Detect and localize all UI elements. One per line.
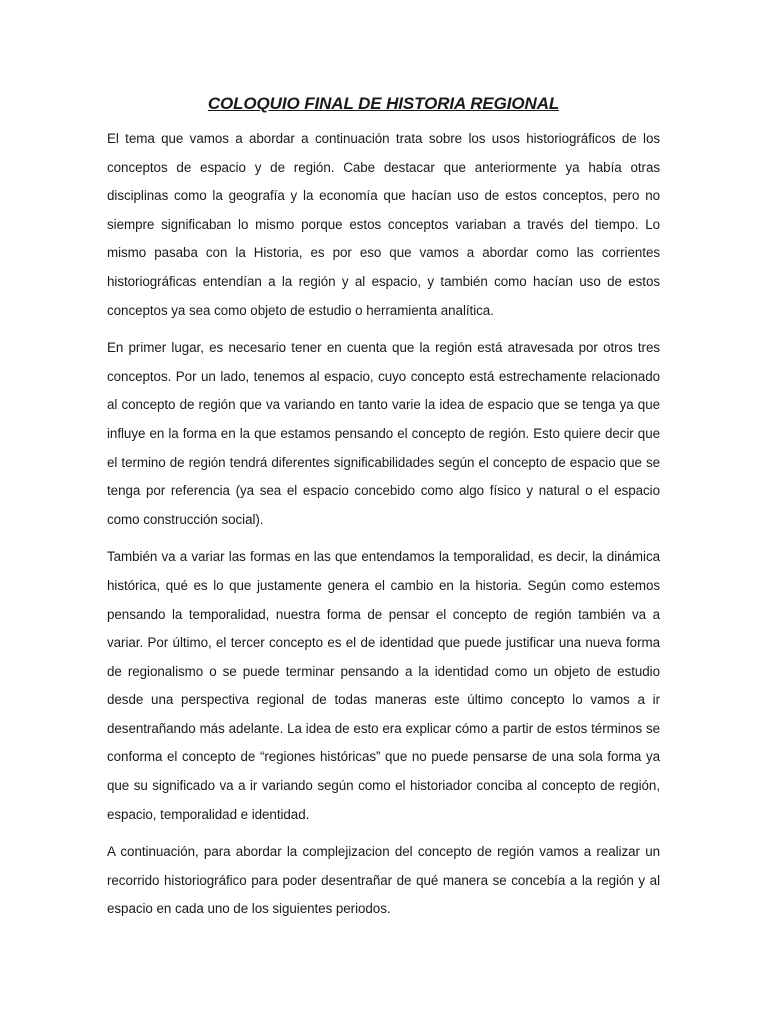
paragraph-3: También va a variar las formas en las que entendamos la temporalidad, es decir, la dinámica histórica, qué es lo que justamente genera el cambio en la historia. Según como estemos pensando la temporalidad, nuestra forma de pensar el concepto de región también va a variar. Por último, el tercer concepto es el de identidad que puede justificar una nueva forma de regionalismo o se puede terminar pensando a la identidad como un objeto de estudio desde una perspectiva regional de todas maneras este último concepto lo vamos a ir desentrañando más adelante. La idea de esto era explicar cómo a partir de estos términos se conforma el concepto de “regiones históricas” que no puede pensarse de una sola forma ya que su significado va a ir variando según como el historiador conciba al concepto de región, espacio, temporalidad e identidad. (107, 549, 660, 822)
paragraph-2: En primer lugar, es necesario tener en cuenta que la región está atravesada por otros tres conceptos. Por un lado, tenemos al espacio, cuyo concepto está estrechamente relacionado al concepto de región que va variando en tanto varie la idea de espacio que se tenga ya que influye en la forma en la que estamos pensando el concepto de región. Esto quiere decir que el termino de región tendrá diferentes significabilidades según el concepto de espacio que se tenga por referencia (ya sea el espacio concebido como algo físico y natural o el espacio como construcción social). (107, 340, 660, 527)
paragraph-1: El tema que vamos a abordar a continuación trata sobre los usos historiográficos de los conceptos de espacio y de región. Cabe destacar que anteriormente ya había otras disciplinas como la geografía y la economía que hacían uso de estos conceptos, pero no siempre significaban lo mismo porque estos conceptos variaban a través del tiempo. Lo mismo pasaba con la Historia, es por eso que vamos a abordar como las corrientes historiográficas entendían a la región y al espacio, y también como hacían uso de estos conceptos ya sea como objeto de estudio o herramienta analítica. (107, 131, 660, 318)
document-title: COLOQUIO FINAL DE HISTORIA REGIONAL (207, 94, 560, 113)
paragraph-4: A continuación, para abordar la complejizacion del concepto de región vamos a realizar un recorrido historiográfico para poder desentrañar de qué manera se concebía a la región y al espacio en cada uno de los siguientes periodos. (107, 844, 660, 917)
